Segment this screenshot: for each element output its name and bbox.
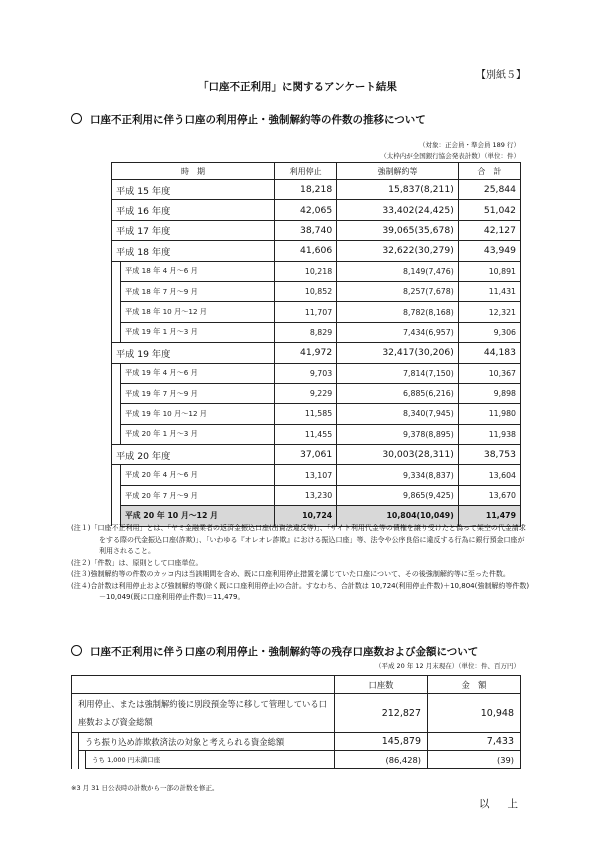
table-row — [112, 363, 521, 383]
table-row — [112, 302, 521, 322]
stop-cell: 8,829 — [275, 322, 337, 342]
table-header-row — [112, 163, 521, 180]
year-row — [112, 200, 521, 220]
row2-amount: 7,433 — [428, 733, 521, 751]
total-cell: 11,431 — [458, 281, 520, 301]
total-cell: 12,321 — [458, 302, 520, 322]
period-cell: 平成 20 年 10 月～12 月 — [121, 506, 275, 526]
table-row — [112, 281, 521, 301]
indent-cell — [112, 383, 121, 403]
period-cell: 平成 18 年 10 月～12 月 — [121, 302, 275, 322]
row2-label: うち振り込め詐欺救済法の対象と考えられる資金総額 — [79, 733, 335, 751]
cancel-cell: 8,149(7,476) — [337, 261, 459, 281]
section1-heading-text: 口座不正利用に伴う口座の利用停止・強制解約等の件数の推移について — [90, 114, 426, 126]
indent-cell — [112, 424, 121, 444]
table-row — [72, 733, 521, 751]
header-total: 合 計 — [458, 163, 520, 180]
cancel-cell: 15,837(8,211) — [337, 180, 459, 200]
year-row — [112, 180, 521, 200]
row1-count: 212,827 — [335, 694, 428, 733]
period-cell: 平成 18 年度 — [112, 241, 275, 261]
total-cell: 38,753 — [458, 445, 520, 465]
cancel-cell: 6,885(6,216) — [337, 383, 459, 403]
footnote: ※3 月 31 日公表時の計数から一部の計数を修正。 — [71, 784, 219, 792]
header-blank — [72, 676, 335, 694]
cancel-cell: 8,340(7,945) — [337, 404, 459, 424]
table-row — [112, 383, 521, 403]
header-count: 口座数 — [335, 676, 428, 694]
period-cell: 平成 19 年 4 月～6 月 — [121, 363, 275, 383]
period-cell: 平成 15 年度 — [112, 180, 275, 200]
header-amount: 金 額 — [428, 676, 521, 694]
year-row — [112, 241, 521, 261]
total-cell: 11,938 — [458, 424, 520, 444]
period-cell: 平成 19 年 1 月～3 月 — [121, 322, 275, 342]
cancel-cell: 7,434(6,957) — [337, 322, 459, 342]
indent-cell — [112, 404, 121, 424]
table-row — [72, 751, 521, 769]
attachment-label: 【別紙５】 — [476, 70, 526, 81]
header-period: 時 期 — [112, 163, 275, 180]
stop-cell: 13,107 — [275, 465, 337, 485]
total-cell: 51,042 — [458, 200, 520, 220]
stop-cell: 42,065 — [275, 200, 337, 220]
indent-cell — [72, 733, 79, 769]
table-row — [112, 485, 521, 505]
stop-cell: 10,724 — [275, 506, 337, 526]
year-row — [112, 343, 521, 363]
stop-cell: 10,218 — [275, 261, 337, 281]
cases-table — [111, 162, 521, 527]
total-cell: 9,898 — [458, 383, 520, 403]
table-row — [112, 424, 521, 444]
period-cell: 平成 18 年 4 月～6 月 — [121, 261, 275, 281]
period-cell: 平成 19 年度 — [112, 343, 275, 363]
total-cell: 11,479 — [458, 506, 520, 526]
table-row — [112, 322, 521, 342]
cancel-cell: 32,417(30,206) — [337, 343, 459, 363]
circle-bullet-icon — [71, 645, 82, 656]
note-2: (注２)「件数」は、原則として口座単位。 — [71, 558, 203, 567]
stop-cell: 13,230 — [275, 485, 337, 505]
header-cancel: 強制解約等 — [337, 163, 459, 180]
row3-amount: (39) — [428, 751, 521, 769]
section1-heading — [71, 112, 426, 127]
note-3: (注３)強制解約等の件数のカッコ内は当該期間を含め、既に口座利用停止措置を講じていた口座について、その後強制解約等に至った件数。 — [71, 570, 510, 578]
row1-amount: 10,948 — [428, 694, 521, 733]
table-row — [112, 261, 521, 281]
indent-cell — [112, 302, 121, 322]
stop-cell: 10,852 — [275, 281, 337, 301]
period-cell: 平成 16 年度 — [112, 200, 275, 220]
row1-label: 利用停止、または強制解約後に別段預金等に移して管理している口座数および資金総額 — [72, 694, 335, 733]
cancel-cell: 39,065(35,678) — [337, 220, 459, 240]
indent-cell — [112, 281, 121, 301]
period-cell: 平成 20 年 7 月～9 月 — [121, 485, 275, 505]
table-row — [112, 465, 521, 485]
cancel-cell: 32,622(30,279) — [337, 241, 459, 261]
stop-cell: 9,229 — [275, 383, 337, 403]
balance-table — [71, 675, 521, 769]
total-cell: 13,670 — [458, 485, 520, 505]
note-4: (注４)合計数は利用停止および強制解約等(除く既に口座利用停止)の合計。すなわち、合計数は 10,724(利用停止件数)＋10,804(強制解約等件数)－10,049(既に口座利用停止件数)＝11,479。 — [71, 581, 530, 601]
table1-unit: （太枠内が全国銀行協会発表計数）（単位：件） — [380, 152, 520, 160]
row3-label: うち 1,000 円未満口座 — [86, 751, 335, 769]
table-header-row — [72, 676, 521, 694]
cancel-cell: 8,257(7,678) — [337, 281, 459, 301]
page-title: 「口座不正利用」に関するアンケート結果 — [198, 81, 397, 93]
total-cell: 43,949 — [458, 241, 520, 261]
stop-cell: 41,606 — [275, 241, 337, 261]
header-stop: 利用停止 — [275, 163, 337, 180]
survey-target: （対象：正会員・準会員 189 行） — [418, 141, 520, 149]
period-cell: 平成 19 年 7 月～9 月 — [121, 383, 275, 403]
stop-cell: 9,703 — [275, 363, 337, 383]
cancel-cell: 33,402(24,425) — [337, 200, 459, 220]
row2-count: 145,879 — [335, 733, 428, 751]
year-row — [112, 445, 521, 465]
cancel-cell: 30,003(28,311) — [337, 445, 459, 465]
indent-cell — [112, 261, 121, 281]
total-cell: 11,980 — [458, 404, 520, 424]
period-cell: 平成 20 年 1 月～3 月 — [121, 424, 275, 444]
period-cell: 平成 17 年度 — [112, 220, 275, 240]
row3-count: (86,428) — [335, 751, 428, 769]
cancel-cell: 8,782(8,168) — [337, 302, 459, 322]
stop-cell: 37,061 — [275, 445, 337, 465]
total-cell: 13,604 — [458, 465, 520, 485]
total-cell: 10,367 — [458, 363, 520, 383]
cancel-cell: 10,804(10,049) — [337, 506, 459, 526]
table-row — [72, 694, 521, 733]
stop-cell: 11,455 — [275, 424, 337, 444]
total-cell: 25,844 — [458, 180, 520, 200]
cancel-cell: 7,814(7,150) — [337, 363, 459, 383]
notes-block — [71, 523, 531, 604]
cancel-cell: 9,865(9,425) — [337, 485, 459, 505]
stop-cell: 38,740 — [275, 220, 337, 240]
period-cell: 平成 19 年 10 月～12 月 — [121, 404, 275, 424]
stop-cell: 41,972 — [275, 343, 337, 363]
indent-cell — [79, 751, 86, 769]
cancel-cell: 9,378(8,895) — [337, 424, 459, 444]
table-row — [112, 404, 521, 424]
indent-cell — [112, 485, 121, 505]
year-row — [112, 220, 521, 240]
stop-cell: 11,585 — [275, 404, 337, 424]
total-cell: 44,183 — [458, 343, 520, 363]
indent-cell — [112, 363, 121, 383]
stop-cell: 18,218 — [275, 180, 337, 200]
table2-asof: （平成 20 年 12 月末現在）（単位：件、百万円） — [374, 662, 520, 670]
total-cell: 9,306 — [458, 322, 520, 342]
total-cell: 42,127 — [458, 220, 520, 240]
end-mark: 以上 — [479, 798, 536, 810]
period-cell: 平成 20 年度 — [112, 445, 275, 465]
stop-cell: 11,707 — [275, 302, 337, 322]
total-cell: 10,891 — [458, 261, 520, 281]
note-1: (注１)「口座不正利用」とは、「ヤミ金融業者の返済金振込口座(出資法違反等)」、「サイト利用代金等の債権を譲り受けたと偽って架空の代金請求をする際の代金振込口座(詐欺)」、「いわゆる『オレオレ詐欺』における振込口座」等、法令や公序良俗に違反する行為に銀行預金口座が利用されること。 — [71, 524, 526, 555]
indent-cell — [112, 465, 121, 485]
cancel-cell: 9,334(8,837) — [337, 465, 459, 485]
circle-bullet-icon — [71, 113, 82, 124]
section2-heading — [71, 644, 478, 659]
period-cell: 平成 20 年 4 月～6 月 — [121, 465, 275, 485]
indent-cell — [112, 322, 121, 342]
section2-heading-text: 口座不正利用に伴う口座の利用停止・強制解約等の残存口座数および金額について — [90, 646, 479, 658]
period-cell: 平成 18 年 7 月～9 月 — [121, 281, 275, 301]
